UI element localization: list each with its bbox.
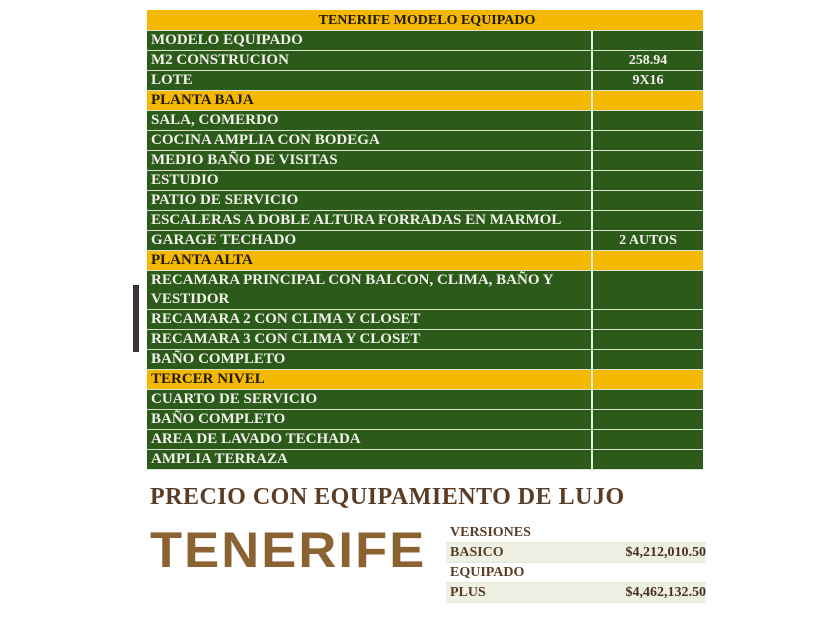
table-row <box>147 350 703 370</box>
feature-value <box>593 131 703 150</box>
version-price <box>566 523 706 542</box>
version-row <box>446 523 706 543</box>
feature-label: ESTUDIO <box>147 171 593 190</box>
feature-value <box>593 271 703 309</box>
feature-label: MEDIO BAÑO DE VISITAS <box>147 151 593 170</box>
feature-label: MODELO EQUIPADO <box>147 31 593 50</box>
feature-value <box>593 410 703 429</box>
table-title: TENERIFE MODELO EQUIPADO <box>147 10 703 30</box>
table-row <box>147 191 703 211</box>
section-label: PLANTA BAJA <box>147 91 593 110</box>
feature-value: 9X16 <box>593 71 703 90</box>
version-label: EQUIPADO <box>450 565 525 580</box>
left-edge-bar <box>133 285 139 352</box>
feature-value <box>593 310 703 329</box>
table-row <box>147 111 703 131</box>
section-row <box>147 251 703 271</box>
feature-label: SALA, COMERDO <box>147 111 593 130</box>
version-row <box>446 563 706 583</box>
version-price <box>566 563 706 582</box>
feature-label: RECAMARA PRINCIPAL CON BALCON, CLIMA, BAÑO Y VESTIDOR <box>147 271 593 309</box>
feature-label: RECAMARA 3 CON CLIMA Y CLOSET <box>147 330 593 349</box>
table-row <box>147 31 703 51</box>
feature-label: GARAGE TECHADO <box>147 231 593 250</box>
feature-label: CUARTO DE SERVICIO <box>147 390 593 409</box>
feature-value <box>593 370 703 389</box>
feature-value <box>593 191 703 210</box>
feature-value <box>593 251 703 270</box>
feature-value <box>593 450 703 469</box>
table-row <box>147 151 703 171</box>
feature-value <box>593 330 703 349</box>
table-row <box>147 211 703 231</box>
table-row <box>147 410 703 430</box>
version-row <box>446 583 706 603</box>
table-row <box>147 51 703 71</box>
section-row <box>147 370 703 390</box>
feature-label: RECAMARA 2 CON CLIMA Y CLOSET <box>147 310 593 329</box>
feature-label: COCINA AMPLIA CON BODEGA <box>147 131 593 150</box>
table-row <box>147 231 703 251</box>
feature-label: PATIO DE SERVICIO <box>147 191 593 210</box>
price-heading: PRECIO CON EQUIPAMIENTO DE LUJO <box>150 484 625 510</box>
feature-label: AMPLIA TERRAZA <box>147 450 593 469</box>
feature-label: M2 CONSTRUCION <box>147 51 593 70</box>
version-label: VERSIONES <box>450 525 531 540</box>
feature-value <box>593 91 703 110</box>
feature-value <box>593 171 703 190</box>
versions-table <box>446 523 706 603</box>
feature-value: 2 AUTOS <box>593 231 703 250</box>
version-label: PLUS <box>450 585 486 600</box>
feature-value <box>593 31 703 50</box>
features-table <box>147 10 703 470</box>
version-row <box>446 543 706 563</box>
feature-value: 258.94 <box>593 51 703 70</box>
section-row <box>147 91 703 111</box>
table-row <box>147 430 703 450</box>
version-price: $4,462,132.50 <box>625 585 706 600</box>
feature-value <box>593 430 703 449</box>
table-row <box>147 131 703 151</box>
feature-label: BAÑO COMPLETO <box>147 410 593 429</box>
feature-label: LOTE <box>147 71 593 90</box>
feature-value <box>593 350 703 369</box>
table-row <box>147 450 703 470</box>
table-title-row <box>147 10 703 31</box>
table-row <box>147 171 703 191</box>
feature-value <box>593 151 703 170</box>
table-row <box>147 390 703 410</box>
table-row <box>147 310 703 330</box>
brand-name: TENERIFE <box>150 522 427 578</box>
section-label: TERCER NIVEL <box>147 370 593 389</box>
section-label: PLANTA ALTA <box>147 251 593 270</box>
version-price: $4,212,010.50 <box>625 545 706 560</box>
feature-value <box>593 390 703 409</box>
feature-value <box>593 211 703 230</box>
table-row <box>147 71 703 91</box>
feature-label: ESCALERAS A DOBLE ALTURA FORRADAS EN MARMOL <box>147 211 593 230</box>
table-row <box>147 330 703 350</box>
feature-label: AREA DE LAVADO TECHADA <box>147 430 593 449</box>
feature-value <box>593 111 703 130</box>
table-row <box>147 271 703 310</box>
version-label: BASICO <box>450 545 504 560</box>
feature-label: BAÑO COMPLETO <box>147 350 593 369</box>
